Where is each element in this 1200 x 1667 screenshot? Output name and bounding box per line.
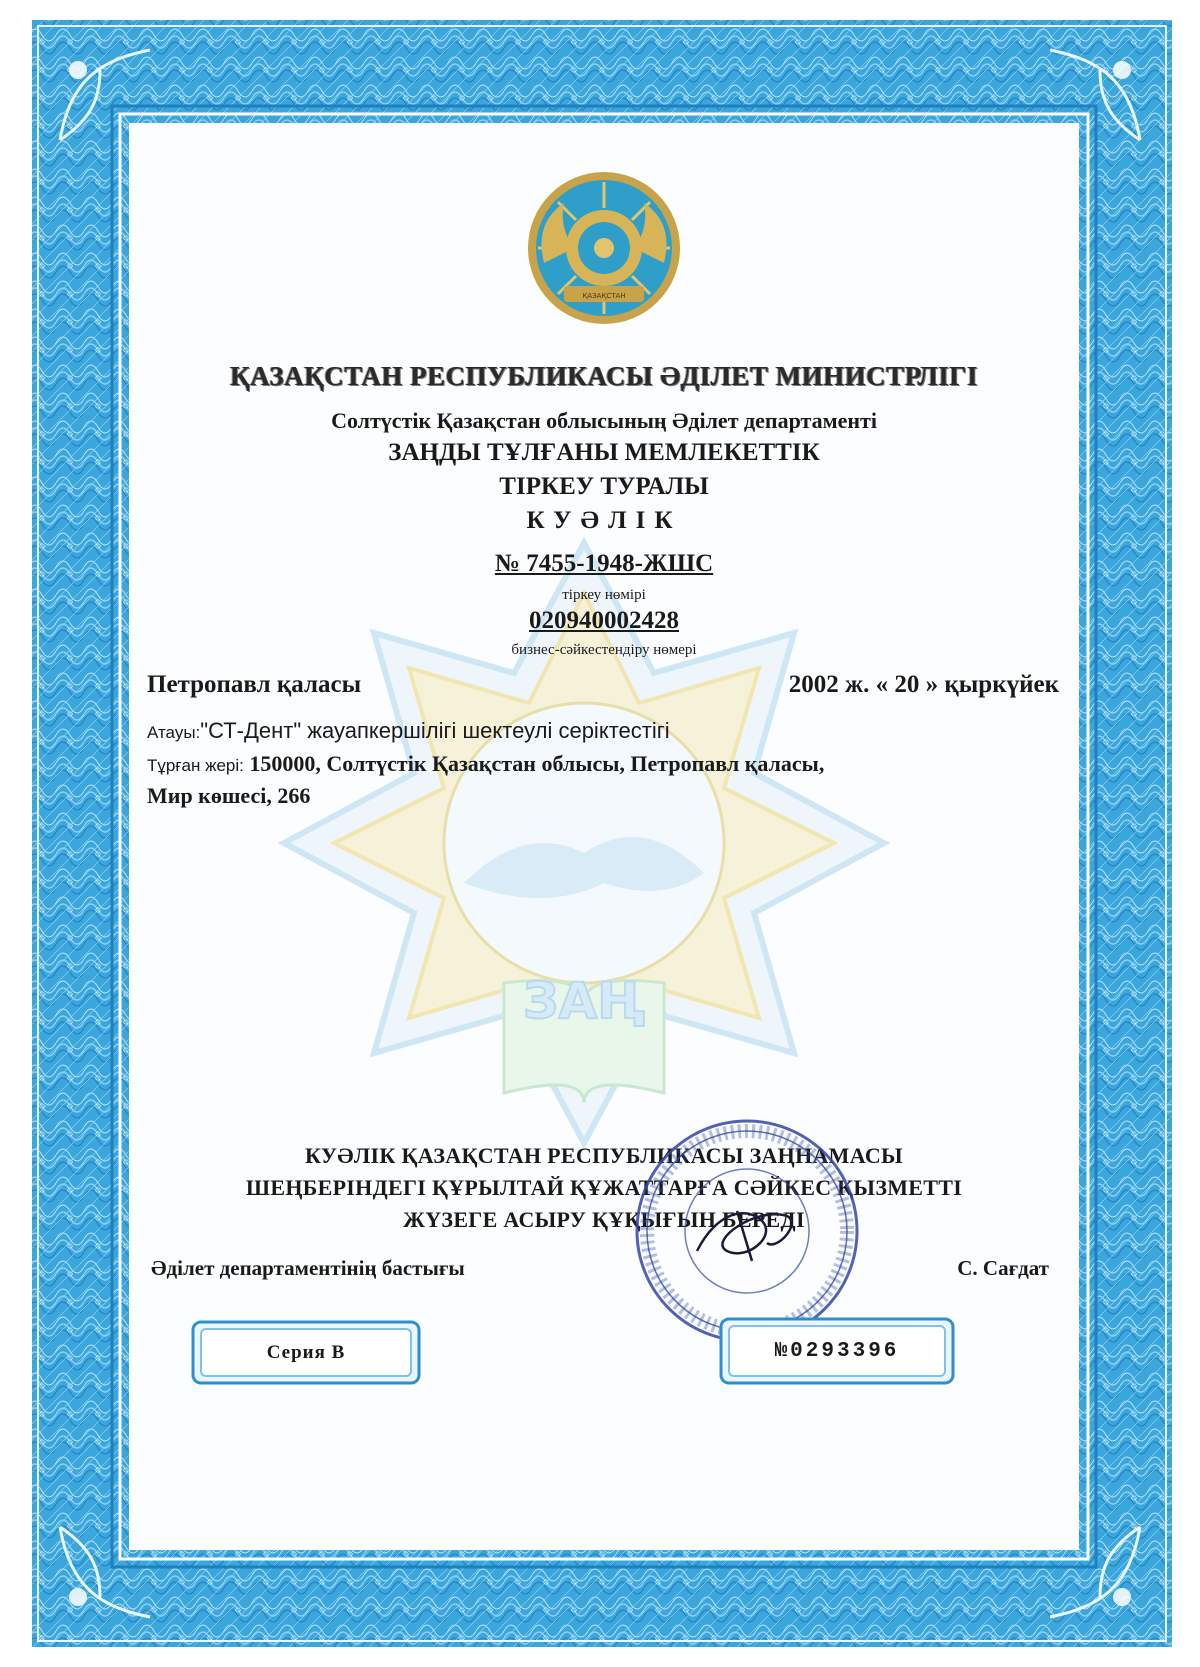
bin-label: бизнес-сәйкестендіру нөмері <box>511 642 697 658</box>
series-label-box <box>191 1320 421 1385</box>
signature <box>697 1211 792 1261</box>
address-row <box>147 751 824 777</box>
closing-line-2: ШЕҢБЕРІНДЕГІ ҚҰРЫЛТАЙ ҚҰЖАТТАРҒА СӘЙКЕС ҚЫЗМЕТТІ <box>245 1175 963 1200</box>
head-name: С. Сағдат <box>957 1256 1049 1280</box>
name-value: "СТ-Дент" жауапкершілігі шектеулі серіктестігі <box>200 718 670 743</box>
ministry-heading: ҚАЗАҚСТАН РЕСПУБЛИКАСЫ ӘДІЛЕТ МИНИСТРЛІГІ <box>230 361 978 391</box>
name-label: Атауы: <box>147 723 201 742</box>
entity-name-row <box>147 718 670 744</box>
form-number-box <box>719 1317 955 1385</box>
form-number: №0293396 <box>774 1339 900 1363</box>
address-label: Тұрған жері: <box>147 756 244 775</box>
department-name: Солтүстік Қазақстан облысының Әділет департаменті <box>331 408 877 433</box>
title-line-2: ТІРКЕУ ТУРАЛЫ <box>499 473 709 500</box>
head-title: Әділет департаментінің бастығы <box>151 1256 465 1280</box>
registration-label: тіркеу нөмірі <box>562 587 646 603</box>
watermark-text: ЗАҢ <box>522 972 646 1030</box>
series-label: Серия В <box>266 1341 346 1363</box>
closing-line-1: КУӘЛІК ҚАЗАҚСТАН РЕСПУБЛИКАСЫ ЗАҢНАМАСЫ <box>305 1143 903 1168</box>
bin-number: 020940002428 <box>529 607 679 634</box>
certificate-body <box>129 123 1079 1550</box>
official-seal <box>627 1111 867 1351</box>
title-line-3: КУӘЛІК <box>526 507 682 534</box>
title-line-1: ЗАҢДЫ ТҰЛҒАНЫ МЕМЛЕКЕТТІК <box>388 439 820 466</box>
closing-line-3: ЖҮЗЕГЕ АСЫРУ ҚҰҚЫҒЫН БЕРЕДІ <box>403 1207 805 1232</box>
registration-number: № 7455-1948-ЖШС <box>494 550 714 577</box>
state-emblem <box>524 168 684 328</box>
address-line-2: Мир көшесі, 266 <box>147 783 311 808</box>
issue-city: Петропавл қаласы <box>147 671 362 698</box>
issue-date: 2002 ж. « 20 » қыркүйек <box>788 671 1059 698</box>
emblem-text: ҚАЗАҚСТАН <box>582 292 626 300</box>
address-line-1: 150000, Солтүстік Қазақстан облысы, Петропавл қаласы, <box>243 751 825 776</box>
